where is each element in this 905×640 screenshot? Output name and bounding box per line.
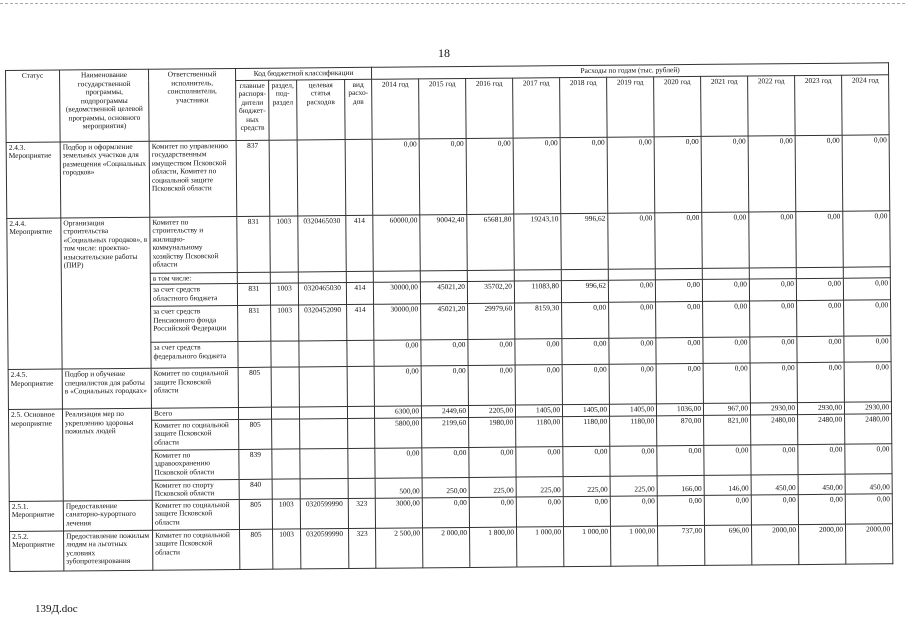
grbs-cell: 831	[237, 216, 270, 272]
value-cell: 0,00	[751, 494, 798, 524]
value-cell: 0,00	[749, 279, 796, 301]
grbs-cell: 840	[239, 479, 272, 499]
vr-cell: 323	[348, 498, 375, 528]
value-cell: 45021,20	[421, 304, 468, 340]
value-cell: 2 000,00	[423, 527, 470, 567]
value-cell: 2480,00	[798, 414, 845, 444]
value-cell: 1180,00	[516, 416, 563, 446]
value-cell: 0,00	[422, 447, 469, 477]
value-cell: 0,00	[610, 445, 657, 475]
name-cell: Реализация мер по укреплению здоровья пожилых людей	[62, 408, 152, 500]
document-filename: 139Д.doc	[35, 603, 78, 615]
grbs-cell: 805	[239, 419, 272, 449]
value-cell: 2205,00	[468, 405, 515, 417]
value-cell: 2449,60	[421, 405, 468, 417]
value-cell: 0,00	[704, 445, 751, 475]
status-cell: 2.5.2. Мероприятие	[10, 531, 64, 571]
status-cell: 2.4.3. Мероприятие	[6, 142, 61, 218]
value-cell: 0,00	[610, 495, 657, 525]
value-cell: 0,00	[844, 336, 891, 362]
value-cell: 0,00	[704, 495, 751, 525]
responsible-cell: за счет средств Пенсионного фонда Российской Федерации	[151, 306, 238, 343]
value-cell: 0,00	[515, 365, 562, 405]
value-cell: 0,00	[654, 136, 702, 212]
value-cell: 0,00	[513, 137, 561, 213]
value-cell: 0,00	[562, 338, 609, 364]
value-cell: 30000,00	[373, 282, 420, 304]
value-cell: 870,00	[657, 415, 704, 445]
value-cell: 737,00	[658, 525, 705, 565]
value-cell: 0,00	[608, 280, 655, 302]
value-cell: 2199,60	[422, 417, 469, 447]
value-cell: 0,00	[845, 493, 892, 523]
value-cell: 0,00	[560, 137, 608, 213]
value-cell: 0,00	[795, 135, 843, 211]
col-year: 2024 год	[842, 74, 890, 134]
value-cell: 0,00	[375, 447, 422, 477]
value-cell: 0,00	[422, 497, 469, 527]
value-cell: 225,00	[516, 476, 563, 496]
vr-cell	[345, 139, 373, 215]
value-cell: 0,00	[468, 365, 515, 405]
value-cell: 2000,00	[799, 524, 846, 564]
col-razdel: раздел, под-раздел	[269, 79, 298, 139]
value-cell: 0,00	[607, 136, 655, 212]
grbs-cell: 839	[239, 449, 272, 479]
value-cell: 0,00	[372, 138, 420, 214]
col-year: 2016 год	[466, 78, 514, 138]
value-cell: 0,00	[797, 336, 844, 362]
status-cell: 2.4.4. Мероприятие	[7, 218, 62, 370]
value-cell: 1180,00	[563, 416, 610, 446]
responsible-cell: в том числе:	[150, 272, 237, 284]
value-cell: 0,00	[421, 366, 468, 406]
page-number: 18	[438, 46, 450, 60]
value-cell: 166,00	[657, 475, 704, 495]
col-year: 2019 год	[607, 76, 655, 136]
value-cell: 2930,00	[750, 403, 797, 415]
value-cell: 1036,00	[656, 403, 703, 415]
value-cell: 1980,00	[469, 417, 516, 447]
grbs-cell: 805	[238, 367, 271, 407]
value-cell: 0,00	[703, 301, 750, 337]
responsible-cell: Комитет по социальной защите Псковской области	[152, 419, 239, 450]
responsible-cell: Комитет по спорту Псковской области	[152, 479, 239, 500]
value-cell: 0,00	[655, 279, 702, 301]
value-cell: 0,00	[374, 366, 421, 406]
value-cell: 2000,00	[846, 523, 893, 563]
value-cell: 0,00	[703, 337, 750, 363]
vr-cell: 414	[346, 215, 374, 271]
value-cell: 0,00	[796, 278, 843, 300]
csr-cell: 0320599990	[301, 528, 349, 568]
grbs-cell: 831	[237, 283, 270, 305]
value-cell: 0,00	[797, 362, 844, 402]
col-responsible: Ответственный исполнитель, соисполнители, участники	[148, 68, 236, 140]
value-cell: 0,00	[844, 362, 891, 402]
col-year: 2020 год	[654, 76, 702, 136]
value-cell: 0,00	[656, 337, 703, 363]
value-cell: 1180,00	[610, 415, 657, 445]
value-cell: 0,00	[563, 496, 610, 526]
value-cell: 1 000,00	[611, 525, 658, 565]
value-cell: 0,00	[702, 212, 749, 268]
value-cell: 1 000,00	[564, 526, 611, 566]
csr-cell: 0320465030	[298, 215, 346, 271]
razdel-cell: 1003	[272, 499, 300, 529]
value-cell: 6300,00	[374, 406, 421, 418]
col-vr: вид расхо-дов	[345, 79, 373, 139]
value-cell: 450,00	[845, 473, 892, 493]
value-cell: 0,00	[842, 134, 890, 210]
responsible-cell: Всего	[151, 408, 238, 420]
value-cell: 2930,00	[797, 402, 844, 414]
value-cell: 500,00	[375, 477, 422, 497]
grbs-cell: 805	[239, 499, 272, 529]
value-cell: 0,00	[562, 364, 609, 404]
vr-cell: 414	[346, 282, 373, 304]
value-cell: 996,62	[561, 280, 608, 302]
value-cell: 1405,00	[562, 404, 609, 416]
value-cell: 2930,00	[844, 402, 891, 414]
razdel-cell: 1003	[270, 215, 298, 271]
value-cell: 0,00	[798, 444, 845, 474]
value-cell: 0,00	[469, 497, 516, 527]
col-csr: целевая статья расходов	[297, 79, 346, 139]
col-grbs: главные распоря-дители бюджет-ных средств	[236, 80, 270, 140]
col-year: 2021 год	[701, 76, 749, 136]
value-cell: 2480,00	[845, 413, 892, 443]
value-cell: 1405,00	[609, 404, 656, 416]
value-cell: 35702,20	[467, 281, 514, 303]
responsible-cell: Комитет по здравоохранению Псковской области	[152, 449, 239, 480]
value-cell: 225,00	[563, 476, 610, 496]
value-cell: 0,00	[749, 211, 796, 267]
table-row	[7, 210, 891, 274]
name-cell: Организация строительства «Социальных городков», в том числе: проектно-изыскательские работы (ПИР)	[61, 217, 151, 369]
value-cell: 29979,60	[468, 303, 515, 339]
value-cell: 967,00	[703, 403, 750, 415]
col-name: Наименование государственной программы, подпрограммы (ведомственной целевой программы, основного мероприятия)	[60, 69, 150, 141]
value-cell: 0,00	[419, 138, 467, 214]
value-cell: 0,00	[466, 138, 514, 214]
csr-cell: 0320599990	[300, 498, 348, 528]
value-cell: 0,00	[750, 363, 797, 403]
value-cell: 0,00	[374, 340, 421, 366]
responsible-cell: за счет средств областного бюджета	[150, 284, 237, 307]
value-cell: 250,00	[422, 477, 469, 497]
col-year: 2018 год	[560, 77, 608, 137]
value-cell: 225,00	[610, 475, 657, 495]
value-cell: 0,00	[748, 135, 796, 211]
value-cell: 0,00	[701, 136, 749, 212]
value-cell: 0,00	[843, 210, 891, 266]
value-cell: 0,00	[609, 364, 656, 404]
value-cell: 696,00	[705, 525, 752, 565]
value-cell: 11083,80	[514, 281, 561, 303]
vr-cell: 323	[349, 528, 376, 568]
value-cell: 0,00	[843, 278, 890, 300]
responsible-cell: Комитет по управлению государственным имуществом Псковской области, Комитет по социальной защите Псковской области	[149, 140, 237, 217]
value-cell: 225,00	[469, 477, 516, 497]
col-budget-code: Код бюджетной классификации	[235, 67, 371, 80]
value-cell: 0,00	[515, 339, 562, 365]
grbs-cell: 837	[236, 140, 270, 216]
value-cell: 996,62	[561, 213, 608, 269]
value-cell: 0,00	[798, 494, 845, 524]
name-cell: Предоставление пожилым людям на льготных условиях зубопротезирования	[64, 530, 153, 571]
value-cell: 0,00	[609, 338, 656, 364]
scan-top-border	[0, 3, 905, 12]
value-cell: 65681,80	[467, 214, 514, 270]
table-row	[6, 134, 890, 218]
name-cell: Подбор и обучение специалистов для работы в «Социальных городках»	[62, 368, 151, 409]
razdel-cell: 1003	[270, 283, 298, 305]
col-year: 2014 год	[372, 78, 420, 138]
value-cell: 2000,00	[752, 524, 799, 564]
value-cell: 45021,20	[420, 282, 467, 304]
value-cell: 0,00	[845, 443, 892, 473]
responsible-cell: Комитет по социальной защите Псковской области	[151, 368, 238, 409]
status-cell: 2.5.1. Мероприятие	[9, 501, 63, 531]
csr-cell: 0320452090	[299, 305, 347, 341]
value-cell: 2480,00	[751, 414, 798, 444]
value-cell: 0,00	[796, 211, 843, 267]
value-cell: 3000,00	[375, 497, 422, 527]
value-cell: 450,00	[798, 474, 845, 494]
value-cell: 0,00	[516, 446, 563, 476]
value-cell: 1 800,00	[470, 527, 517, 567]
value-cell: 0,00	[421, 340, 468, 366]
value-cell: 0,00	[703, 363, 750, 403]
col-year: 2022 год	[748, 75, 796, 135]
value-cell: 5800,00	[375, 417, 422, 447]
value-cell: 0,00	[656, 363, 703, 403]
value-cell: 0,00	[750, 301, 797, 337]
col-year: 2015 год	[419, 78, 467, 138]
name-cell: Предоставление санаторно-курортного лечения	[63, 500, 152, 531]
responsible-cell: Комитет по социальной защите Псковской области	[152, 499, 239, 530]
value-cell: 0,00	[656, 301, 703, 337]
value-cell: 30000,00	[374, 304, 421, 340]
value-cell: 1 000,00	[517, 526, 564, 566]
budget-table	[5, 62, 893, 571]
grbs-cell: 805	[240, 529, 273, 569]
value-cell: 0,00	[750, 337, 797, 363]
value-cell: 450,00	[751, 474, 798, 494]
value-cell: 8159,30	[515, 303, 562, 339]
col-expenses: Расходы по годам (тыс. рублей)	[372, 63, 889, 79]
value-cell: 0,00	[844, 300, 891, 336]
razdel-cell: 1003	[273, 529, 301, 569]
value-cell: 146,00	[704, 475, 751, 495]
value-cell: 0,00	[657, 495, 704, 525]
csr-cell: 0320465030	[298, 283, 346, 305]
grbs-cell: 831	[238, 305, 271, 341]
col-year: 2017 год	[513, 77, 561, 137]
responsible-cell: за счет средств федерального бюджета	[151, 342, 238, 369]
csr-cell	[297, 139, 346, 215]
value-cell: 0,00	[655, 212, 702, 268]
value-cell: 2 500,00	[376, 527, 423, 567]
value-cell: 0,00	[609, 302, 656, 338]
name-cell: Подбор и оформление земельных участков для размещения «Социальных городков»	[60, 141, 150, 218]
value-cell: 0,00	[562, 302, 609, 338]
value-cell: 90042,40	[420, 214, 467, 270]
value-cell: 19243,10	[514, 213, 561, 269]
responsible-cell: Комитет по социальной защите Псковской области	[153, 529, 240, 570]
table-row	[10, 523, 893, 571]
razdel-cell: 1003	[271, 305, 299, 341]
col-year: 2023 год	[795, 75, 843, 135]
col-status: Статус	[6, 70, 61, 142]
value-cell: 0,00	[516, 496, 563, 526]
value-cell: 0,00	[657, 445, 704, 475]
value-cell: 60000,00	[373, 214, 420, 270]
responsible-cell: Комитет по строительству и жилищно-коммунальному хозяйству Псковской области	[150, 216, 237, 273]
razdel-cell	[269, 139, 298, 215]
status-cell: 2.5. Основное мероприятие	[8, 409, 63, 501]
value-cell: 0,00	[702, 279, 749, 301]
vr-cell: 414	[347, 304, 374, 340]
value-cell: 0,00	[751, 444, 798, 474]
value-cell: 0,00	[608, 212, 655, 268]
value-cell: 0,00	[469, 447, 516, 477]
value-cell: 0,00	[563, 446, 610, 476]
status-cell: 2.4.5. Мероприятие	[8, 369, 62, 409]
value-cell: 0,00	[797, 300, 844, 336]
value-cell: 0,00	[468, 339, 515, 365]
value-cell: 1405,00	[515, 405, 562, 417]
value-cell: 821,00	[704, 415, 751, 445]
